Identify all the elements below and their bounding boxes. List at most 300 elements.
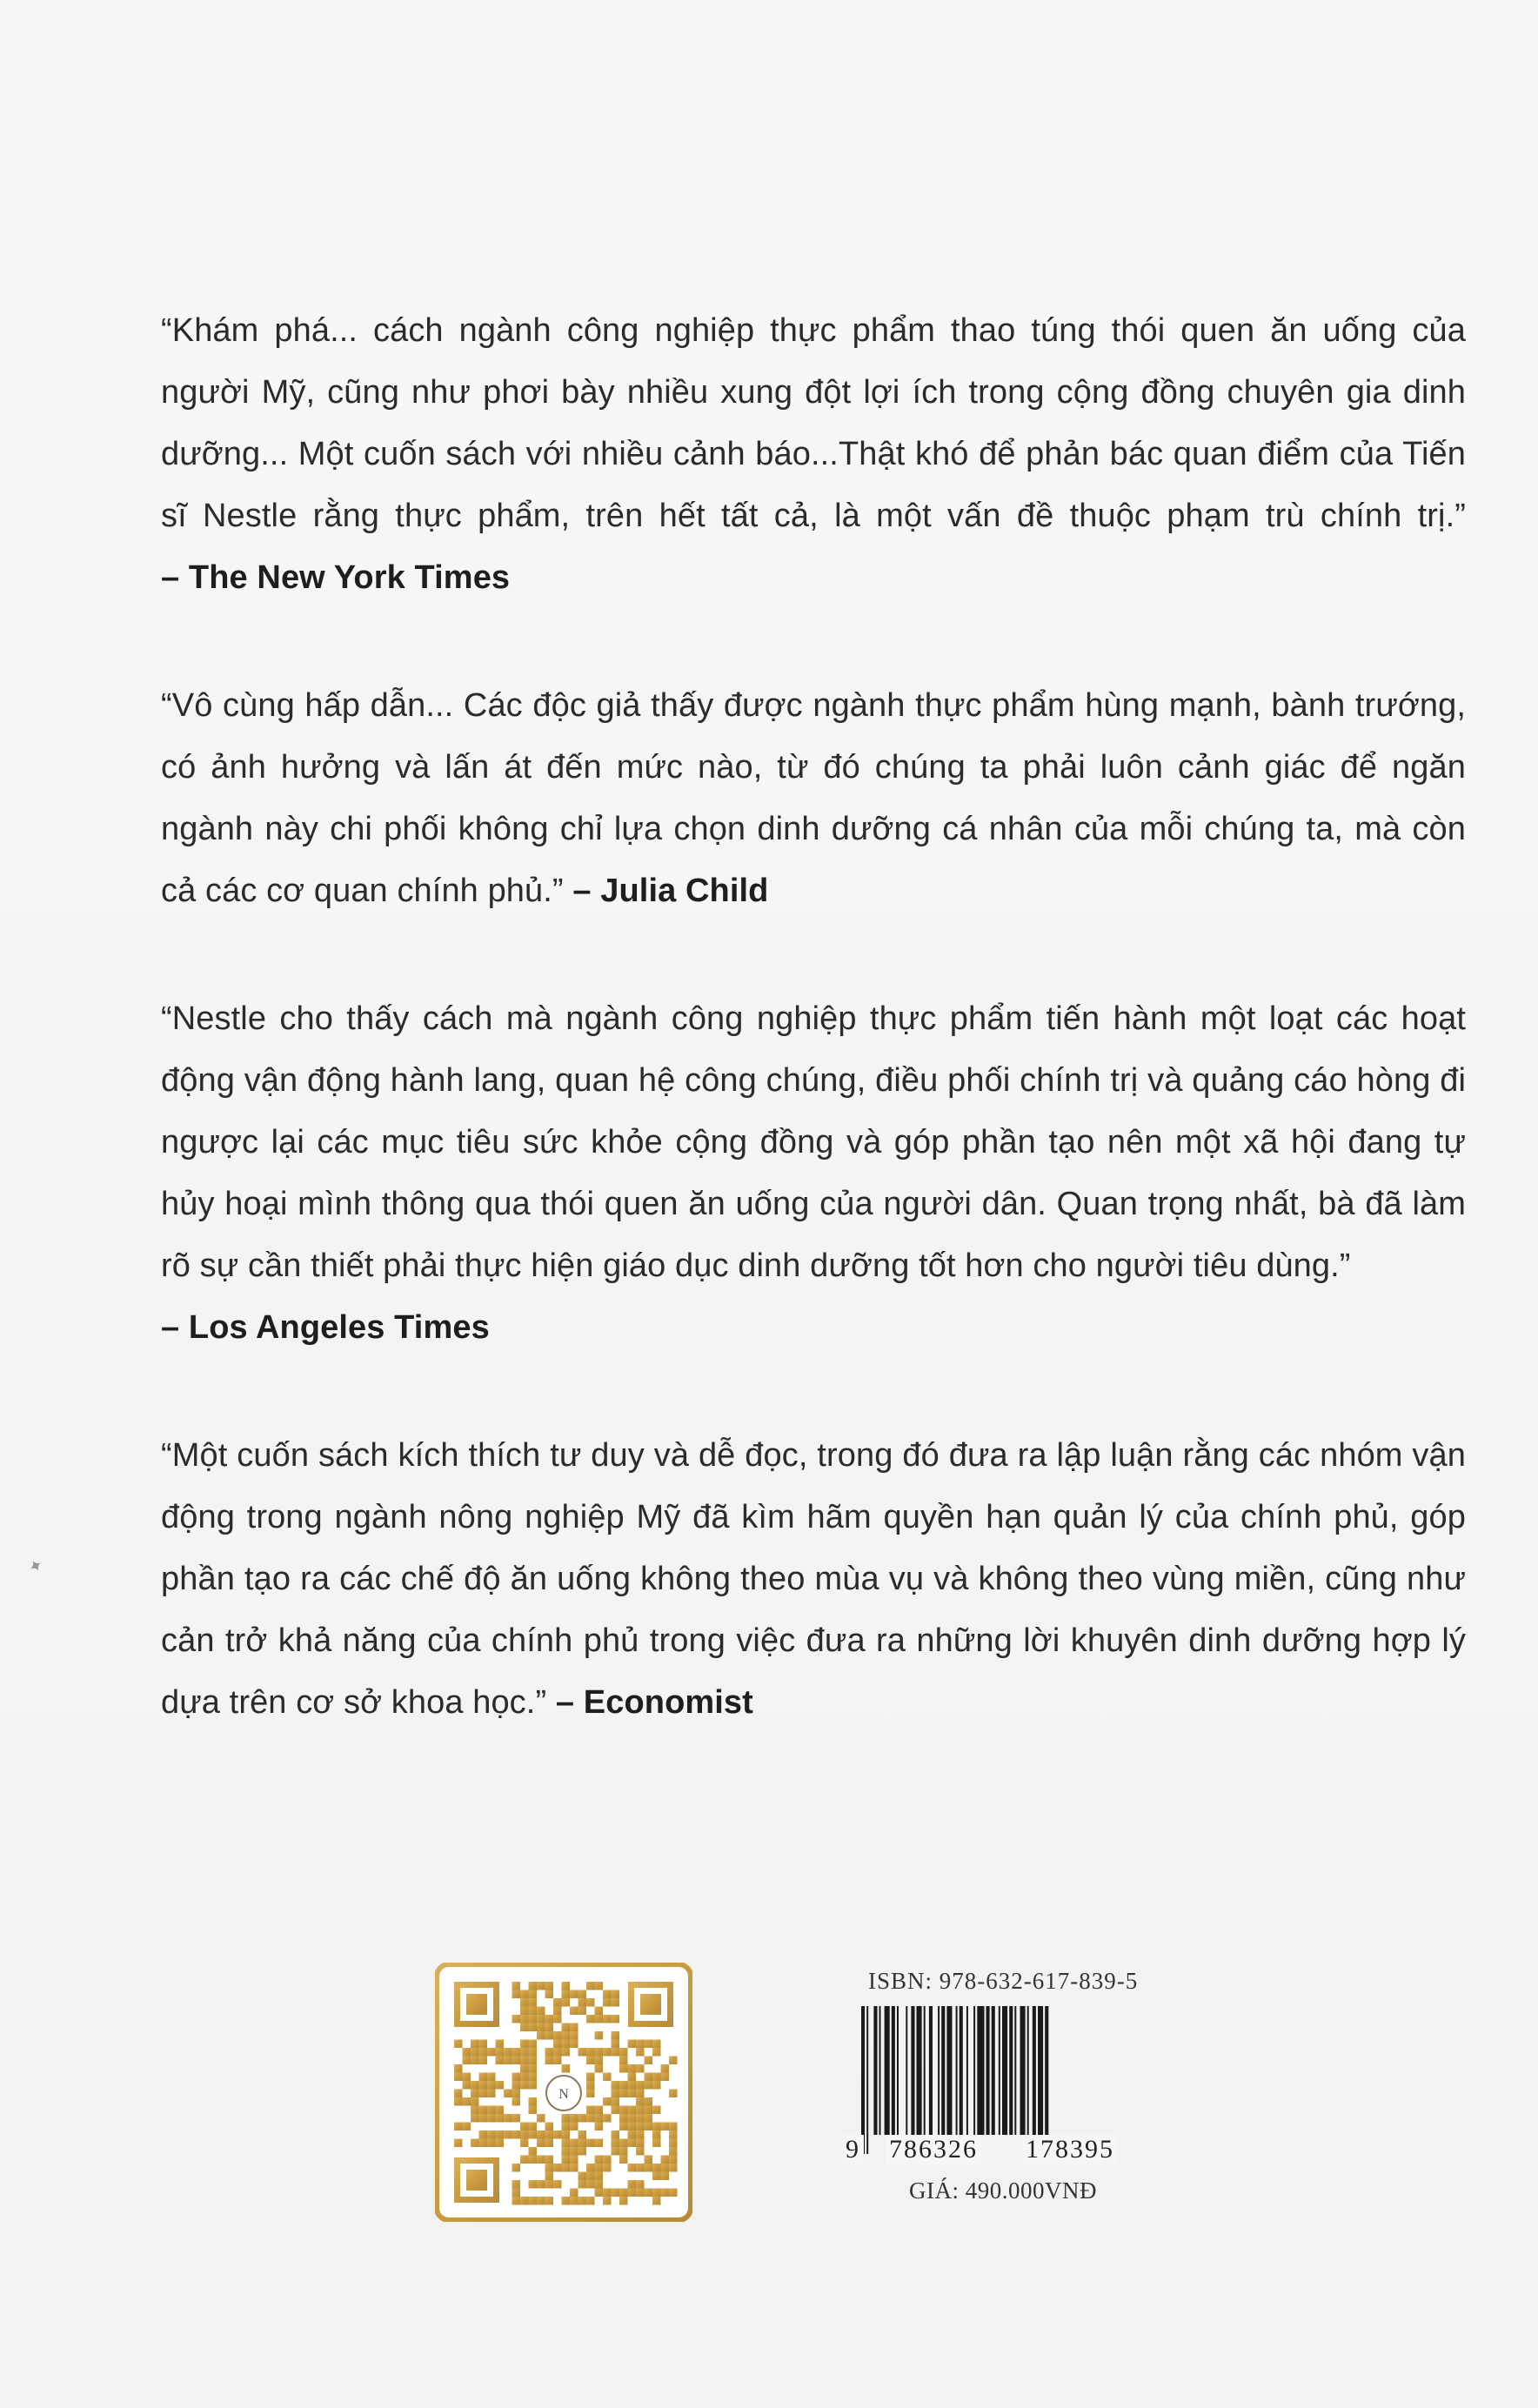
qr-module bbox=[661, 2156, 670, 2164]
qr-module bbox=[636, 2106, 645, 2115]
qr-module bbox=[570, 2123, 578, 2131]
qr-module bbox=[471, 2114, 479, 2123]
qr-module bbox=[504, 2130, 512, 2139]
qr-module bbox=[545, 2023, 554, 2032]
qr-module bbox=[520, 2064, 529, 2073]
qr-module bbox=[628, 2106, 637, 2115]
qr-module bbox=[578, 2147, 587, 2156]
qr-module bbox=[645, 2057, 653, 2065]
barcode-bar bbox=[966, 2006, 968, 2135]
qr-module bbox=[570, 2114, 578, 2123]
qr-module bbox=[529, 1998, 538, 2007]
qr-module bbox=[454, 2064, 463, 2073]
barcode-bar bbox=[924, 2006, 926, 2135]
qr-module bbox=[628, 2189, 637, 2197]
qr-module bbox=[578, 2197, 587, 2205]
qr-module bbox=[603, 2015, 612, 2023]
qr-module bbox=[553, 2180, 562, 2189]
qr-module bbox=[570, 2164, 578, 2172]
qr-module bbox=[471, 2040, 479, 2049]
qr-module bbox=[645, 2123, 653, 2131]
qr-module bbox=[636, 2097, 645, 2106]
qr-module bbox=[553, 2048, 562, 2057]
qr-module bbox=[512, 2048, 521, 2057]
qr-module bbox=[529, 2040, 538, 2049]
qr-module bbox=[553, 2130, 562, 2139]
qr-module bbox=[512, 2114, 521, 2123]
qr-module bbox=[553, 2057, 562, 2065]
qr-module bbox=[645, 2106, 653, 2115]
qr-module bbox=[520, 2048, 529, 2057]
qr-module bbox=[595, 2048, 604, 2057]
qr-module bbox=[562, 2123, 571, 2131]
review-quote bbox=[161, 675, 1466, 922]
qr-module bbox=[636, 2164, 645, 2172]
qr-module bbox=[479, 2057, 488, 2065]
qr-module bbox=[537, 2197, 545, 2205]
qr-module bbox=[512, 2180, 521, 2189]
qr-module bbox=[512, 1990, 521, 1999]
qr-module bbox=[454, 2139, 463, 2148]
qr-module bbox=[595, 2114, 604, 2123]
qr-module bbox=[529, 2007, 538, 2016]
barcode-bar bbox=[873, 2006, 877, 2135]
qr-module bbox=[562, 2023, 571, 2032]
qr-module bbox=[619, 2048, 628, 2057]
qr-module bbox=[529, 2057, 538, 2065]
qr-module bbox=[603, 2156, 612, 2164]
qr-module bbox=[479, 2139, 488, 2148]
qr-module bbox=[636, 2064, 645, 2073]
qr-module bbox=[545, 2031, 554, 2040]
qr-module bbox=[520, 2007, 529, 2016]
qr-module bbox=[553, 1998, 562, 2007]
quote-source: – Julia Child bbox=[572, 873, 769, 909]
qr-module bbox=[487, 2081, 496, 2090]
qr-module bbox=[512, 2015, 521, 2023]
qr-module bbox=[570, 2147, 578, 2156]
qr-module bbox=[529, 2106, 538, 2115]
qr-module bbox=[595, 2189, 604, 2197]
qr-module bbox=[496, 2130, 505, 2139]
qr-module bbox=[586, 2057, 595, 2065]
review-quote bbox=[161, 1425, 1466, 1734]
qr-module bbox=[520, 2123, 529, 2131]
qr-module bbox=[619, 2197, 628, 2205]
qr-module bbox=[562, 2130, 571, 2139]
qr-module bbox=[512, 1982, 521, 1990]
qr-module bbox=[553, 2007, 562, 2016]
qr-module bbox=[479, 2073, 488, 2082]
price-text: GIÁ: 490.000VNĐ bbox=[909, 2177, 1097, 2204]
qr-module bbox=[628, 2090, 637, 2098]
qr-module bbox=[645, 2164, 653, 2172]
qr-module bbox=[537, 2031, 545, 2040]
barcode-bar bbox=[879, 2006, 881, 2135]
qr-module bbox=[595, 2064, 604, 2073]
barcode-bar bbox=[1009, 2006, 1013, 2135]
qr-module bbox=[504, 2048, 512, 2057]
qr-module bbox=[595, 2180, 604, 2189]
qr-module bbox=[619, 2057, 628, 2065]
qr-module bbox=[612, 2130, 620, 2139]
qr-module bbox=[612, 2106, 620, 2115]
barcode-bar bbox=[897, 2006, 899, 2135]
qr-module bbox=[669, 2147, 678, 2156]
qr-module bbox=[636, 2090, 645, 2098]
qr-module bbox=[496, 2040, 505, 2049]
qr-module bbox=[595, 2164, 604, 2172]
qr-module bbox=[454, 2090, 463, 2098]
qr-module bbox=[612, 2081, 620, 2090]
qr-module bbox=[636, 2180, 645, 2189]
qr-module bbox=[520, 2040, 529, 2049]
qr-module bbox=[529, 2064, 538, 2073]
qr-module bbox=[545, 2048, 554, 2057]
barcode-bar bbox=[892, 2006, 895, 2135]
qr-module bbox=[520, 2156, 529, 2164]
svg-text:N: N bbox=[558, 2087, 569, 2102]
qr-module bbox=[652, 2073, 661, 2082]
qr-module bbox=[645, 2189, 653, 2197]
qr-module bbox=[545, 2057, 554, 2065]
qr-module bbox=[586, 2106, 595, 2115]
qr-module bbox=[504, 2114, 512, 2123]
qr-module bbox=[487, 2090, 496, 2098]
barcode-bar bbox=[956, 2006, 958, 2154]
qr-module bbox=[520, 2057, 529, 2065]
qr-module bbox=[595, 2123, 604, 2131]
qr-module bbox=[529, 2180, 538, 2189]
quote-text: “Một cuốn sách kích thích tư duy và dễ đọc, trong đó đưa ra lập luận rằng các nhóm vận động trong ngành nông nghiệp Mỹ đã kìm hãm quyền hạn quản lý của chính phủ, góp phần tạo ra các chế độ ăn uống không theo mùa vụ và không theo vùng miền, cũng như cản trở khả năng của chính phủ trong việc đưa ra những lời khuyên dinh dưỡng hợp lý dựa trên cơ sở khoa học.” bbox=[161, 1437, 1466, 1721]
qr-module bbox=[562, 2156, 571, 2164]
qr-module bbox=[636, 2147, 645, 2156]
qr-module bbox=[479, 2081, 488, 2090]
qr-module bbox=[586, 2015, 595, 2023]
qr-module bbox=[545, 1982, 554, 1990]
qr-module bbox=[612, 2189, 620, 2197]
qr-module bbox=[595, 2015, 604, 2023]
qr-module bbox=[520, 2023, 529, 2032]
barcode-first-digit: 9 bbox=[842, 2135, 864, 2164]
qr-module bbox=[652, 2139, 661, 2148]
qr-module bbox=[578, 2180, 587, 2189]
qr-module bbox=[529, 2097, 538, 2106]
qr-module bbox=[463, 2057, 471, 2065]
qr-module bbox=[570, 2189, 578, 2197]
qr-module bbox=[645, 2040, 653, 2049]
qr-module bbox=[636, 2189, 645, 2197]
barcode-bar bbox=[1045, 2006, 1048, 2154]
qr-module bbox=[496, 2048, 505, 2057]
qr-module bbox=[586, 2180, 595, 2189]
qr-module bbox=[496, 2057, 505, 2065]
qr-module bbox=[645, 2081, 653, 2090]
qr-module bbox=[496, 2106, 505, 2115]
qr-module bbox=[652, 2197, 661, 2205]
qr-module bbox=[661, 2189, 670, 2197]
qr-module bbox=[619, 2123, 628, 2131]
qr-module bbox=[586, 2197, 595, 2205]
qr-module bbox=[586, 2172, 595, 2181]
quote-text: “Khám phá... cách ngành công nghiệp thực phẩm thao túng thói quen ăn uống của người Mỹ, cũng như phơi bày nhiều xung đột lợi ích trong cộng đồng chuyên gia dinh dưỡng... Một cuốn sách với nhiều cảnh báo...Thật khó để phản bác quan điểm của Tiến sĩ Nestle rằng thực phẩm, trên hết tất cả, là một vấn đề thuộc phạm trù chính trị.” bbox=[161, 312, 1466, 534]
qr-module bbox=[570, 2139, 578, 2148]
qr-module bbox=[628, 2123, 637, 2131]
qr-module bbox=[586, 2048, 595, 2057]
qr-module bbox=[586, 2090, 595, 2098]
qr-module bbox=[636, 2114, 645, 2123]
qr-module bbox=[454, 2040, 463, 2049]
qr-module bbox=[537, 2180, 545, 2189]
barcode-bar bbox=[906, 2006, 907, 2135]
qr-module bbox=[562, 2064, 571, 2073]
qr-module bbox=[628, 2180, 637, 2189]
qr-module bbox=[479, 2114, 488, 2123]
qr-module bbox=[529, 2023, 538, 2032]
barcode-left-digits: 786326 bbox=[886, 2135, 981, 2164]
qr-module bbox=[562, 1982, 571, 1990]
qr-module bbox=[603, 1990, 612, 1999]
qr-module bbox=[545, 2172, 554, 2181]
qr-module bbox=[529, 2130, 538, 2139]
qr-module bbox=[586, 2139, 595, 2148]
qr-module bbox=[595, 2139, 604, 2148]
qr-module bbox=[562, 2164, 571, 2172]
qr-module bbox=[570, 2197, 578, 2205]
qr-module bbox=[479, 2040, 488, 2049]
qr-module bbox=[619, 2147, 628, 2156]
qr-module bbox=[512, 2197, 521, 2205]
qr-module bbox=[619, 2139, 628, 2148]
qr-module bbox=[612, 2139, 620, 2148]
qr-code-icon[interactable] bbox=[435, 1963, 692, 2222]
qr-module bbox=[520, 1990, 529, 1999]
qr-module bbox=[512, 2130, 521, 2139]
qr-module bbox=[553, 2015, 562, 2023]
qr-module bbox=[612, 2147, 620, 2156]
qr-code-graphic bbox=[435, 1963, 692, 2222]
qr-module bbox=[603, 2197, 612, 2205]
review-quote bbox=[161, 988, 1466, 1359]
qr-module bbox=[512, 2090, 521, 2098]
qr-module bbox=[652, 2106, 661, 2115]
qr-module bbox=[652, 2189, 661, 2197]
qr-module bbox=[562, 2197, 571, 2205]
qr-module bbox=[545, 2130, 554, 2139]
qr-module bbox=[562, 2114, 571, 2123]
qr-module bbox=[512, 2189, 521, 2197]
qr-module bbox=[537, 1982, 545, 1990]
qr-module bbox=[612, 1998, 620, 2007]
qr-module bbox=[652, 2123, 661, 2131]
qr-module bbox=[496, 2114, 505, 2123]
qr-module bbox=[562, 2139, 571, 2148]
quote-text: “Vô cùng hấp dẫn... Các độc giả thấy được ngành thực phẩm hùng mạnh, bành trướng, có ảnh hưởng và lấn át đến mức nào, từ đó chúng ta phải luôn cảnh giác để ngăn ngành này chi phối không chỉ lựa chọn dinh dưỡng cá nhân của mỗi chúng ta, mà còn cả các cơ quan chính phủ.” bbox=[161, 687, 1466, 909]
qr-module bbox=[512, 2081, 521, 2090]
qr-module bbox=[619, 2064, 628, 2073]
isbn-text: ISBN: 978-632-617-839-5 bbox=[868, 1968, 1139, 1994]
qr-module bbox=[553, 2040, 562, 2049]
qr-module bbox=[645, 2097, 653, 2106]
qr-module bbox=[553, 2031, 562, 2040]
qr-module bbox=[537, 2114, 545, 2123]
qr-module bbox=[471, 2081, 479, 2090]
qr-module bbox=[595, 2031, 604, 2040]
qr-module bbox=[471, 2139, 479, 2148]
qr-module bbox=[578, 2114, 587, 2123]
qr-module bbox=[562, 2147, 571, 2156]
qr-module bbox=[487, 2073, 496, 2082]
qr-module bbox=[537, 2156, 545, 2164]
qr-module bbox=[619, 2156, 628, 2164]
review-quote bbox=[161, 300, 1466, 609]
qr-module bbox=[628, 2139, 637, 2148]
qr-module bbox=[578, 2139, 587, 2148]
qr-module bbox=[619, 2106, 628, 2115]
qr-module bbox=[595, 2057, 604, 2065]
qr-module bbox=[570, 2007, 578, 2016]
qr-module bbox=[628, 2073, 637, 2082]
qr-module bbox=[512, 2073, 521, 2082]
qr-module bbox=[669, 2057, 678, 2065]
barcode-bar bbox=[1002, 2006, 1007, 2135]
qr-module bbox=[669, 2164, 678, 2172]
qr-module bbox=[661, 2164, 670, 2172]
qr-module bbox=[636, 2130, 645, 2139]
qr-module bbox=[512, 2164, 521, 2172]
paper-speck: ✦ bbox=[24, 1555, 48, 1579]
qr-module bbox=[463, 2081, 471, 2090]
barcode-bar bbox=[861, 2006, 865, 2154]
qr-module bbox=[463, 2073, 471, 2082]
qr-module bbox=[479, 2130, 488, 2139]
qr-module bbox=[603, 2114, 612, 2123]
qr-module bbox=[454, 2123, 463, 2131]
qr-module bbox=[537, 2015, 545, 2023]
barcode-bar bbox=[986, 2006, 990, 2135]
qr-module bbox=[603, 2097, 612, 2106]
qr-module bbox=[529, 1982, 538, 1990]
quote-source: – Los Angeles Times bbox=[161, 1309, 490, 1346]
quote-source: – Economist bbox=[555, 1684, 753, 1721]
qr-module bbox=[586, 2073, 595, 2082]
qr-module bbox=[619, 2090, 628, 2098]
qr-module bbox=[562, 1998, 571, 2007]
qr-module bbox=[603, 2073, 612, 2082]
qr-module bbox=[487, 2139, 496, 2148]
qr-module bbox=[669, 2130, 678, 2139]
qr-module bbox=[487, 2114, 496, 2123]
qr-module bbox=[652, 2130, 661, 2139]
qr-module bbox=[595, 2106, 604, 2115]
qr-module bbox=[504, 2057, 512, 2065]
qr-module bbox=[578, 2048, 587, 2057]
qr-module bbox=[652, 2040, 661, 2049]
qr-module bbox=[595, 2156, 604, 2164]
qr-module bbox=[479, 2106, 488, 2115]
qr-module bbox=[586, 2081, 595, 2090]
qr-module bbox=[669, 2156, 678, 2164]
barcode-bar bbox=[946, 2006, 952, 2135]
qr-module bbox=[570, 2156, 578, 2164]
qr-module bbox=[586, 1998, 595, 2007]
qr-module bbox=[628, 2081, 637, 2090]
qr-module bbox=[628, 2064, 637, 2073]
qr-module bbox=[612, 2015, 620, 2023]
qr-module bbox=[562, 2040, 571, 2049]
qr-module bbox=[545, 2015, 554, 2023]
barcode-bar bbox=[938, 2006, 940, 2135]
qr-module bbox=[661, 2073, 670, 2082]
qr-module bbox=[652, 2048, 661, 2057]
qr-module bbox=[652, 2172, 661, 2181]
qr-module bbox=[512, 2057, 521, 2065]
qr-module bbox=[636, 2139, 645, 2148]
qr-module bbox=[661, 2172, 670, 2181]
qr-module bbox=[520, 2073, 529, 2082]
qr-module bbox=[545, 2156, 554, 2164]
barcode-bar bbox=[999, 2006, 1000, 2135]
qr-module bbox=[487, 2048, 496, 2057]
qr-module bbox=[645, 2156, 653, 2164]
qr-module bbox=[537, 2139, 545, 2148]
qr-module bbox=[570, 2031, 578, 2040]
qr-module bbox=[578, 1998, 587, 2007]
qr-module bbox=[545, 2164, 554, 2172]
qr-module bbox=[496, 2139, 505, 2148]
qr-module bbox=[454, 2073, 463, 2082]
qr-module bbox=[652, 2164, 661, 2172]
qr-module bbox=[652, 2081, 661, 2090]
barcode-bar bbox=[1033, 2006, 1036, 2135]
qr-module bbox=[628, 2040, 637, 2049]
barcode-bar bbox=[977, 2006, 984, 2135]
qr-module bbox=[669, 2139, 678, 2148]
qr-module bbox=[504, 2090, 512, 2098]
qr-module bbox=[612, 1990, 620, 1999]
qr-module bbox=[603, 2048, 612, 2057]
qr-module bbox=[628, 2130, 637, 2139]
qr-module bbox=[529, 2048, 538, 2057]
qr-module bbox=[612, 2040, 620, 2049]
qr-module bbox=[636, 2123, 645, 2131]
qr-module bbox=[545, 1990, 554, 1999]
barcode-bar bbox=[941, 2006, 945, 2135]
qr-module bbox=[512, 2097, 521, 2106]
barcode-right-digits: 178395 bbox=[1022, 2135, 1118, 2164]
qr-module bbox=[578, 2130, 587, 2139]
qr-module bbox=[570, 2040, 578, 2049]
qr-module bbox=[636, 2040, 645, 2049]
barcode-bar bbox=[960, 2006, 963, 2154]
qr-module bbox=[479, 2048, 488, 2057]
qr-module bbox=[479, 2090, 488, 2098]
qr-module bbox=[463, 2048, 471, 2057]
qr-module bbox=[636, 2048, 645, 2057]
qr-module bbox=[612, 2031, 620, 2040]
qr-module bbox=[529, 2147, 538, 2156]
qr-module bbox=[586, 2114, 595, 2123]
qr-module bbox=[545, 2197, 554, 2205]
qr-module bbox=[619, 2114, 628, 2123]
qr-module bbox=[562, 1990, 571, 1999]
barcode-bar bbox=[917, 2006, 922, 2135]
qr-module bbox=[545, 2180, 554, 2189]
qr-module bbox=[570, 2023, 578, 2032]
qr-module bbox=[529, 2081, 538, 2090]
quote-text: “Nestle cho thấy cách mà ngành công nghiệp thực phẩm tiến hành một loạt các hoạt động vận động hành lang, quan hệ công chúng, điều phối chính trị và quảng cáo hòng đi ngược lại các mục tiêu sức khỏe cộng đồng và góp phần tạo nên một xã hội đang tự hủy hoại mình thông qua thói quen ăn uống của người dân. Quan trọng nhất, bà đã làm rõ sự cần thiết phải thực hiện giáo dục dinh dưỡng tốt hơn cho người tiêu dùng.” bbox=[161, 1000, 1466, 1284]
qr-module bbox=[520, 2130, 529, 2139]
